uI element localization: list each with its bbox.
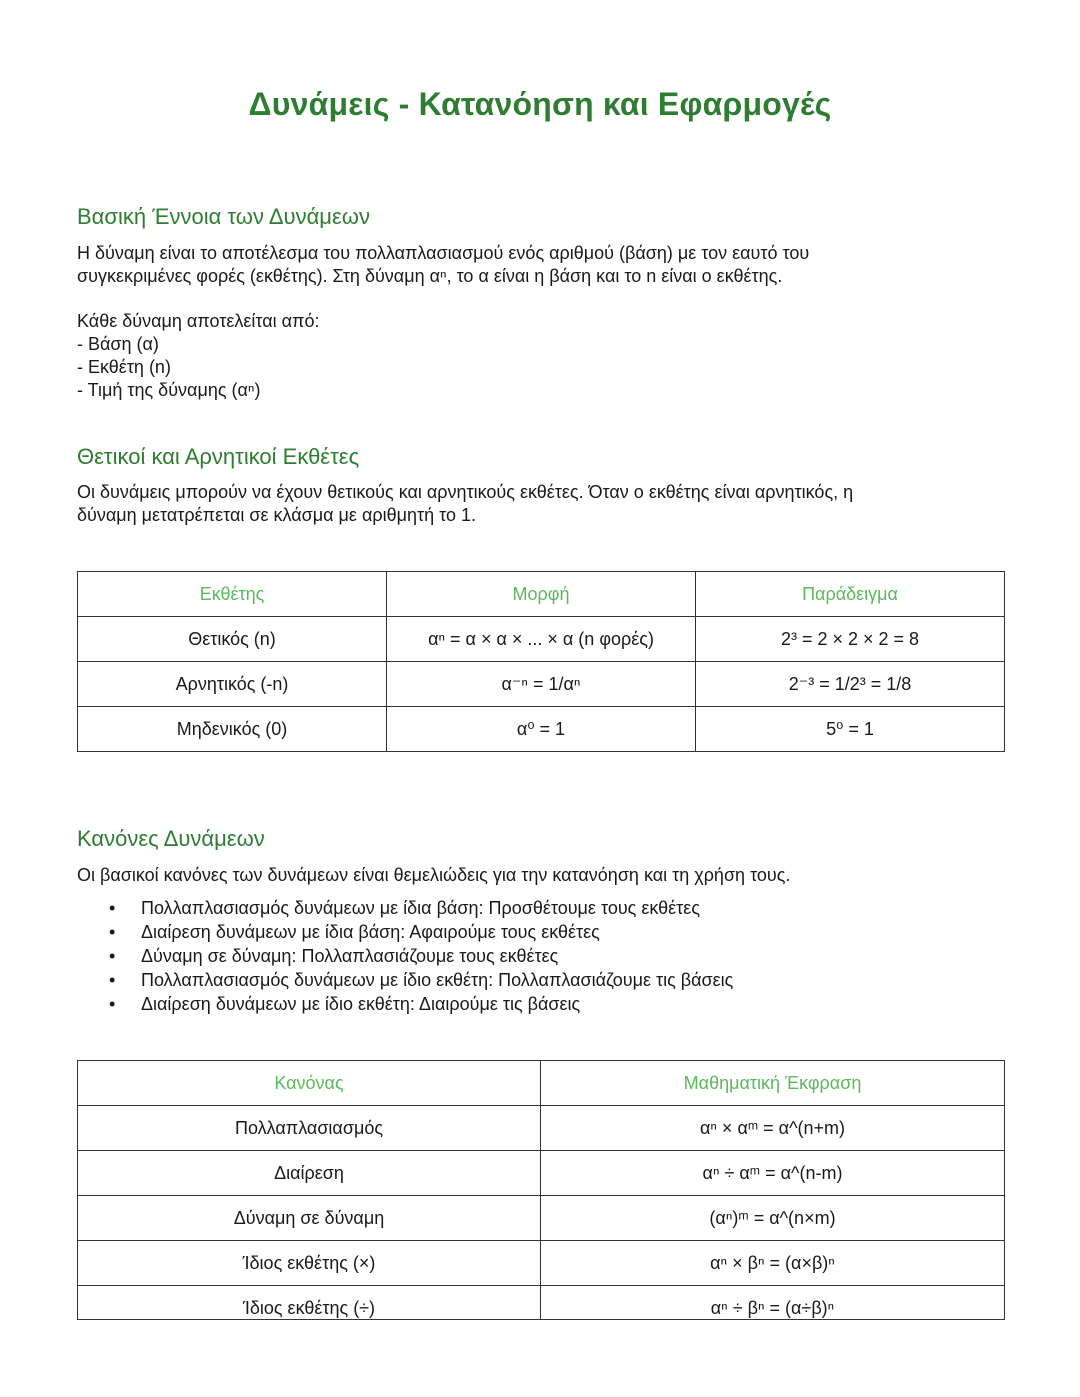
section-heading-exponents: Θετικοί και Αρνητικοί Εκθέτες [77, 444, 360, 469]
table-cell: 2⁻³ = 1/2³ = 1/8 [696, 662, 1005, 707]
table-cell: αⁿ × βⁿ = (α×β)ⁿ [541, 1241, 1005, 1286]
paragraph-line: Οι βασικοί κανόνες των δυνάμεων είναι θεμελιώδεις για την κατανόηση και τη χρήση τους. [77, 865, 791, 885]
table-cell: α⁰ = 1 [387, 707, 696, 752]
bullet-icon: • [109, 898, 116, 918]
table-cell: Διαίρεση [78, 1151, 541, 1196]
components-list [77, 310, 1007, 402]
paragraph-line: συγκεκριμένες φορές (εκθέτης). Στη δύναμη αⁿ, το α είναι η βάση και το n είναι ο εκθέτης. [77, 266, 783, 286]
table-cell: Δύναμη σε δύναμη [78, 1196, 541, 1241]
list-item-text: Πολλαπλασιασμός δυνάμεων με ίδια βάση: Προσθέτουμε τους εκθέτες [141, 898, 700, 918]
list-item [77, 920, 1007, 944]
table-row [78, 1106, 1005, 1151]
bullet-icon: • [109, 922, 116, 942]
paragraph-line: Η δύναμη είναι το αποτέλεσμα του πολλαπλασιασμού ενός αριθμού (βάση) με τον εαυτό του [77, 243, 810, 263]
table-row [78, 1196, 1005, 1241]
table-row [78, 1286, 1005, 1320]
paragraph-line: δύναμη μετατρέπεται σε κλάσμα με αριθμητή το 1. [77, 505, 476, 525]
table-cell: αⁿ ÷ αᵐ = α^(n-m) [541, 1151, 1005, 1196]
section-basic-concept-paragraph [77, 242, 1007, 288]
list-item-text: Πολλαπλασιασμός δυνάμεων με ίδιο εκθέτη: Πολλαπλασιάζουμε τις βάσεις [141, 970, 734, 990]
table-cell: Θετικός (n) [78, 617, 387, 662]
bullet-icon: • [109, 994, 116, 1014]
page-title: Δυνάμεις - Κατανόηση και Εφαρμογές [248, 86, 832, 122]
table-row [78, 662, 1005, 707]
table-cell: (αⁿ)ᵐ = α^(n×m) [541, 1196, 1005, 1241]
list-item-text: Διαίρεση δυνάμεων με ίδιο εκθέτη: Διαιρούμε τις βάσεις [141, 994, 581, 1014]
list-item [77, 944, 1007, 968]
section-heading-basic-concept: Βασική Έννοια των Δυνάμεων [77, 204, 370, 229]
table-row [78, 1151, 1005, 1196]
table-cell: 2³ = 2 × 2 × 2 = 8 [696, 617, 1005, 662]
table-cell: α⁻ⁿ = 1/αⁿ [387, 662, 696, 707]
table-cell: Αρνητικός (-n) [78, 662, 387, 707]
table-header-cell: Μορφή [387, 572, 696, 617]
list-item-text: Δύναμη σε δύναμη: Πολλαπλασιάζουμε τους εκθέτες [141, 946, 559, 966]
list-item [77, 968, 1007, 992]
list-item [77, 896, 1007, 920]
section-exponents-paragraph [77, 481, 1007, 527]
section-rules-intro [77, 864, 1007, 887]
rules-table [77, 1060, 1005, 1320]
table-row [78, 707, 1005, 752]
table-cell: Πολλαπλασιασμός [78, 1106, 541, 1151]
table-cell: αⁿ = α × α × ... × α (n φορές) [387, 617, 696, 662]
table-cell: Ίδιος εκθέτης (÷) [78, 1286, 541, 1320]
table-cell: αⁿ × αᵐ = α^(n+m) [541, 1106, 1005, 1151]
table-row [78, 1241, 1005, 1286]
table-header-row [78, 572, 1005, 617]
bullet-icon: • [109, 946, 116, 966]
section-heading-rules: Κανόνες Δυνάμεων [77, 826, 265, 851]
paragraph-line: Οι δυνάμεις μπορούν να έχουν θετικούς και αρνητικούς εκθέτες. Όταν ο εκθέτης είναι αρνητικός, η [77, 482, 854, 502]
table-cell: Ίδιος εκθέτης (×) [78, 1241, 541, 1286]
table-cell: Μηδενικός (0) [78, 707, 387, 752]
table-header-cell: Μαθηματική Έκφραση [541, 1061, 1005, 1106]
table-header-cell: Κανόνας [78, 1061, 541, 1106]
bullet-icon: • [109, 970, 116, 990]
exponents-table [77, 571, 1005, 752]
table-header-cell: Παράδειγμα [696, 572, 1005, 617]
table-cell: αⁿ ÷ βⁿ = (α÷β)ⁿ [541, 1286, 1005, 1320]
table-header-cell: Εκθέτης [78, 572, 387, 617]
list-item: - Εκθέτη (n) [77, 357, 171, 377]
list-item-text: Διαίρεση δυνάμεων με ίδια βάση: Αφαιρούμε τους εκθέτες [141, 922, 600, 942]
list-intro: Κάθε δύναμη αποτελείται από: [77, 311, 320, 331]
rules-bullet-list [77, 896, 1007, 1016]
table-row [78, 617, 1005, 662]
list-item [77, 992, 1007, 1016]
table-header-row [78, 1061, 1005, 1106]
table-cell: 5⁰ = 1 [696, 707, 1005, 752]
list-item: - Τιμή της δύναμης (αⁿ) [77, 380, 261, 400]
list-item: - Βάση (α) [77, 334, 159, 354]
